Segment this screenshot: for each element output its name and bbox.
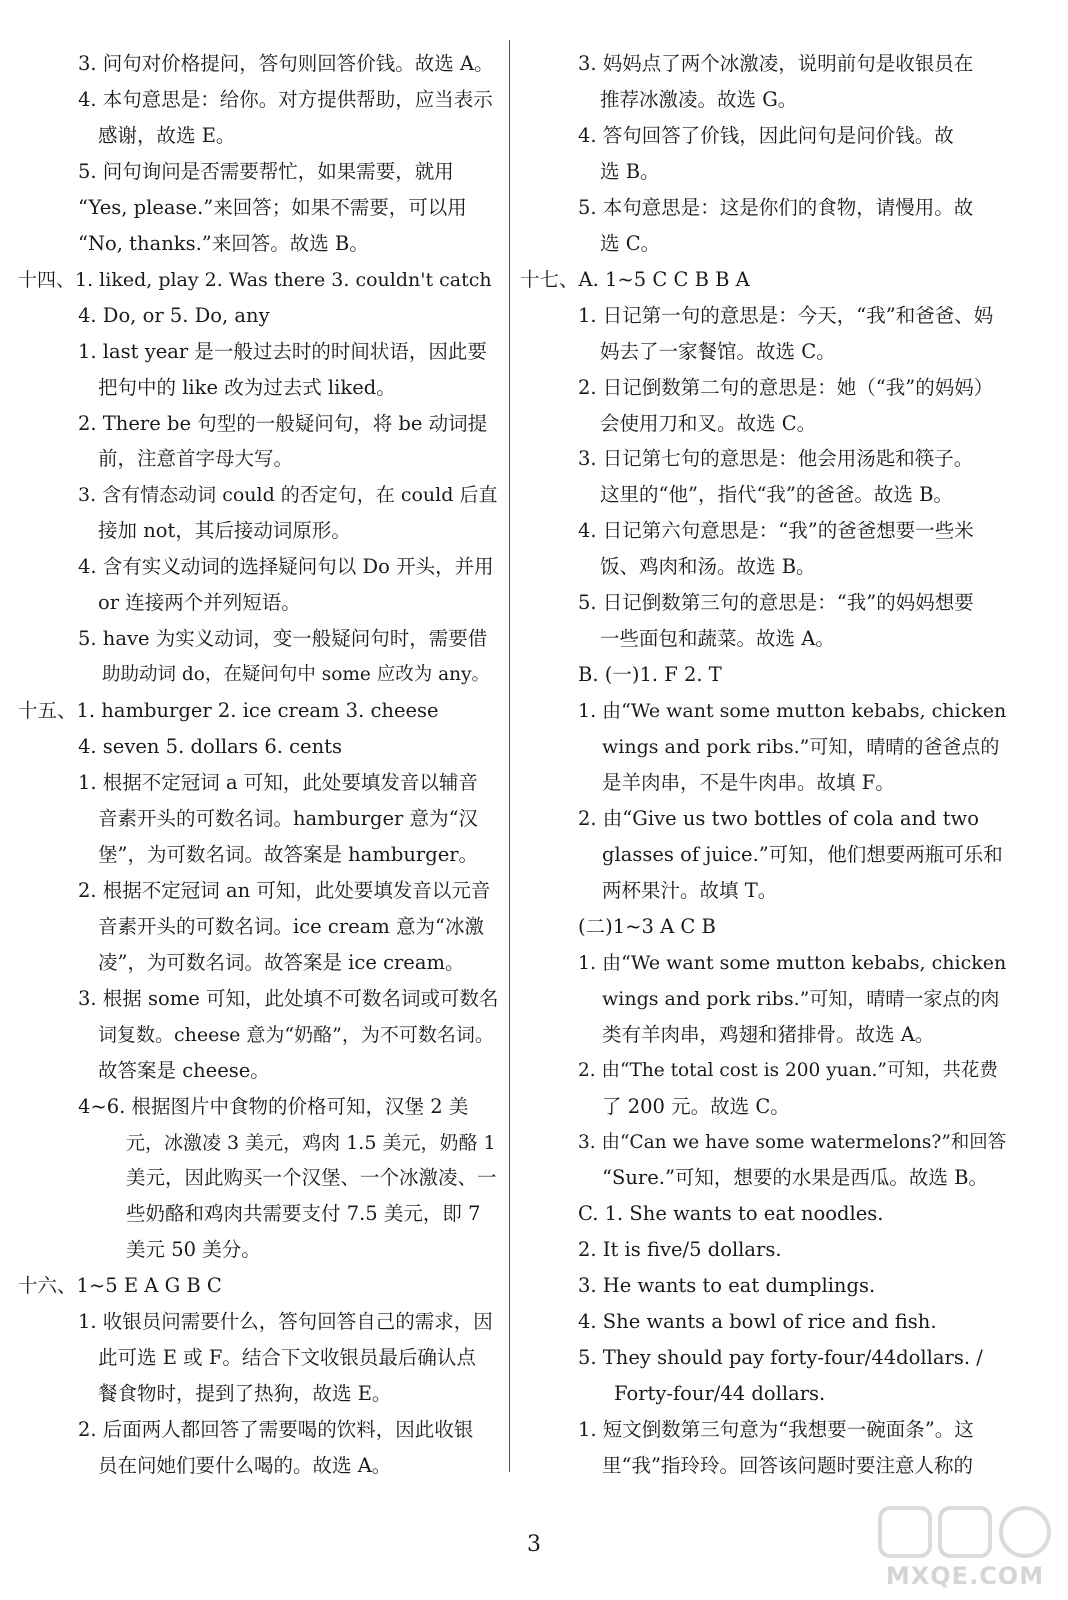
left-line: 5. 问句询问是否需要帮忙，如果需要，就用 bbox=[78, 159, 454, 183]
left-line: 十四、1. liked, play 2. Was there 3. couldn't catch bbox=[18, 268, 492, 291]
right-line: 选 C。 bbox=[600, 231, 661, 255]
right-line: 两杯果汁。故填 T。 bbox=[602, 878, 778, 902]
right-line: 是羊肉串，不是牛肉串。故填 F。 bbox=[602, 771, 895, 794]
right-line: 1. 由“We want some mutton kebabs, chicken bbox=[578, 951, 1007, 974]
right-line: B. (一)1. F 2. T bbox=[578, 663, 722, 687]
right-line: 会使用刀和叉。故选 C。 bbox=[600, 411, 817, 435]
right-line: 饭、鸡肉和汤。故选 B。 bbox=[600, 555, 816, 579]
left-line: 3. 根据 some 可知，此处填不可数名词或可数名 bbox=[78, 986, 499, 1010]
left-line: 音素开头的可数名词。ice cream 意为“冰激 bbox=[98, 914, 484, 938]
right-line: C. 1. She wants to eat noodles. bbox=[578, 1202, 884, 1226]
left-line: 4. seven 5. dollars 6. cents bbox=[78, 735, 342, 759]
right-line: 类有羊肉串，鸡翅和猪排骨。故选 A。 bbox=[602, 1022, 935, 1046]
left-line: 4. 本句意思是：给你。对方提供帮助，应当表示 bbox=[78, 87, 493, 111]
left-line: 4. Do, or 5. Do, any bbox=[78, 303, 270, 327]
right-line: 4. She wants a bowl of rice and fish. bbox=[578, 1310, 937, 1334]
right-line: 4. 答句回答了价钱，因此问句是问价钱。故 bbox=[578, 123, 954, 147]
left-line: 十六、1~5 E A G B C bbox=[18, 1274, 222, 1298]
left-line: 此可选 E 或 F。结合下文收银员最后确认点 bbox=[98, 1346, 476, 1370]
left-line: 员在问她们要什么喝的。故选 A。 bbox=[98, 1454, 392, 1478]
right-line: 选 B。 bbox=[600, 159, 660, 183]
right-line: 3. He wants to eat dumplings. bbox=[578, 1274, 876, 1298]
watermark-stamp-icon bbox=[870, 1500, 1060, 1560]
right-line: 1. 由“We want some mutton kebabs, chicken bbox=[578, 700, 1007, 723]
right-line: “Sure.”可知，想要的水果是西瓜。故选 B。 bbox=[602, 1166, 988, 1190]
left-line: 餐食物时，提到了热狗，故选 E。 bbox=[98, 1382, 392, 1406]
right-line: 5. They should pay forty-four/44dollars. / bbox=[578, 1346, 983, 1370]
right-line: wings and pork ribs.”可知，晴晴一家点的肉 bbox=[602, 987, 1000, 1010]
right-line: 一些面包和蔬菜。故选 A。 bbox=[600, 627, 835, 651]
left-line: 些奶酪和鸡肉共需要支付 7.5 美元，即 7 bbox=[126, 1202, 481, 1226]
right-line: 2. 由“Give us two bottles of cola and two bbox=[578, 806, 979, 830]
right-line: 5. 日记倒数第三句的意思是：“我”的妈妈想要 bbox=[578, 591, 974, 615]
left-line: 前，注意首字母大写。 bbox=[98, 447, 294, 471]
right-line: 5. 本句意思是：这是你们的食物，请慢用。故 bbox=[578, 195, 974, 219]
left-line: 3. 含有情态动词 could 的否定句，在 could 后直 bbox=[78, 484, 498, 507]
left-line: 接加 not，其后接动词原形。 bbox=[98, 519, 351, 543]
watermark-logo bbox=[870, 1500, 1060, 1595]
left-line: “Yes, please.”来回答；如果不需要，可以用 bbox=[78, 195, 467, 219]
left-line: 3. 问句对价格提问，答句则回答价钱。故选 A。 bbox=[78, 52, 494, 75]
left-line: 元，冰激凌 3 美元，鸡肉 1.5 美元，奶酪 1 bbox=[126, 1131, 496, 1154]
right-line: Forty-four/44 dollars. bbox=[614, 1382, 826, 1406]
left-line: 1. 收银员问需要什么，答句回答自己的需求，因 bbox=[78, 1310, 493, 1334]
right-line: glasses of juice.”可知，他们想要两瓶可乐和 bbox=[602, 842, 1003, 866]
page-number: 3 bbox=[527, 1532, 541, 1557]
left-line: 故答案是 cheese。 bbox=[98, 1058, 270, 1082]
left-line: 4. 含有实义动词的选择疑问句以 Do 开头，并用 bbox=[78, 555, 494, 579]
left-line: 十五、1. hamburger 2. ice cream 3. cheese bbox=[18, 699, 439, 723]
right-line: 2. 由“The total cost is 200 yuan.”可知，共花费 bbox=[578, 1059, 998, 1081]
left-line: 2. There be 句型的一般疑问句，将 be 动词提 bbox=[78, 411, 488, 435]
right-line: 1. 短文倒数第三句意为“我想要一碗面条”。这 bbox=[578, 1418, 974, 1442]
right-line: 了 200 元。故选 C。 bbox=[602, 1094, 790, 1118]
left-line: 2. 后面两人都回答了需要喝的饮料，因此收银 bbox=[78, 1418, 474, 1442]
right-line: 3. 由“Can we have some watermelons?”和回答 bbox=[578, 1131, 1007, 1153]
left-line: 把句中的 like 改为过去式 liked。 bbox=[98, 375, 396, 399]
left-line: 1. 根据不定冠词 a 可知，此处要填发音以辅音 bbox=[78, 771, 478, 794]
left-line: 音素开头的可数名词。hamburger 意为“汉 bbox=[98, 806, 479, 830]
left-line: 5. have 为实义动词，变一般疑问句时，需要借 bbox=[78, 627, 488, 651]
left-line: 助助动词 do，在疑问句中 some 应改为 any。 bbox=[102, 664, 491, 686]
right-line: 这里的“他”，指代“我”的爸爸。故选 B。 bbox=[600, 483, 953, 507]
left-line: “No, thanks.”来回答。故选 B。 bbox=[78, 231, 369, 255]
left-line: 1. last year 是一般过去时的时间状语，因此要 bbox=[78, 339, 487, 363]
left-line: 美元，因此购买一个汉堡、一个冰激凌、一 bbox=[126, 1166, 497, 1190]
watermark-text: MXQE.COM bbox=[885, 1562, 1045, 1590]
right-line: 1. 日记第一句的意思是：今天，“我”和爸爸、妈 bbox=[578, 303, 994, 327]
left-line: 美元 50 美分。 bbox=[126, 1238, 261, 1262]
left-line: 词复数。cheese 意为“奶酪”，为不可数名词。 bbox=[98, 1023, 494, 1046]
right-line: 3. 妈妈点了两个冰激凌，说明前句是收银员在 bbox=[578, 52, 974, 75]
right-line: 妈去了一家餐馆。故选 C。 bbox=[600, 339, 836, 363]
column-divider bbox=[509, 40, 510, 1472]
left-line: or 连接两个并列短语。 bbox=[98, 591, 301, 615]
right-line: 2. It is five/5 dollars. bbox=[578, 1238, 782, 1262]
right-line: 推荐冰激凌。故选 G。 bbox=[600, 87, 798, 111]
right-line: 2. 日记倒数第二句的意思是：她（“我”的妈妈） bbox=[578, 375, 994, 399]
right-line: 十七、A. 1~5 C C B B A bbox=[520, 267, 750, 291]
right-line: 4. 日记第六句意思是：“我”的爸爸想要一些米 bbox=[578, 519, 974, 543]
left-line: 感谢，故选 E。 bbox=[98, 123, 236, 147]
right-line: (二)1~3 A C B bbox=[578, 914, 716, 938]
right-line: 3. 日记第七句的意思是：他会用汤匙和筷子。 bbox=[578, 447, 974, 471]
left-line: 堡”，为可数名词。故答案是 hamburger。 bbox=[98, 842, 479, 866]
left-line: 4~6. 根据图片中食物的价格可知，汉堡 2 美 bbox=[78, 1094, 469, 1118]
left-line: 凌”，为可数名词。故答案是 ice cream。 bbox=[98, 950, 465, 974]
right-line: wings and pork ribs.”可知，晴晴的爸爸点的 bbox=[602, 736, 1000, 759]
left-line: 2. 根据不定冠词 an 可知，此处要填发音以元音 bbox=[78, 878, 491, 902]
right-line: 里“我”指玲玲。回答该问题时要注意人称的 bbox=[602, 1454, 973, 1478]
